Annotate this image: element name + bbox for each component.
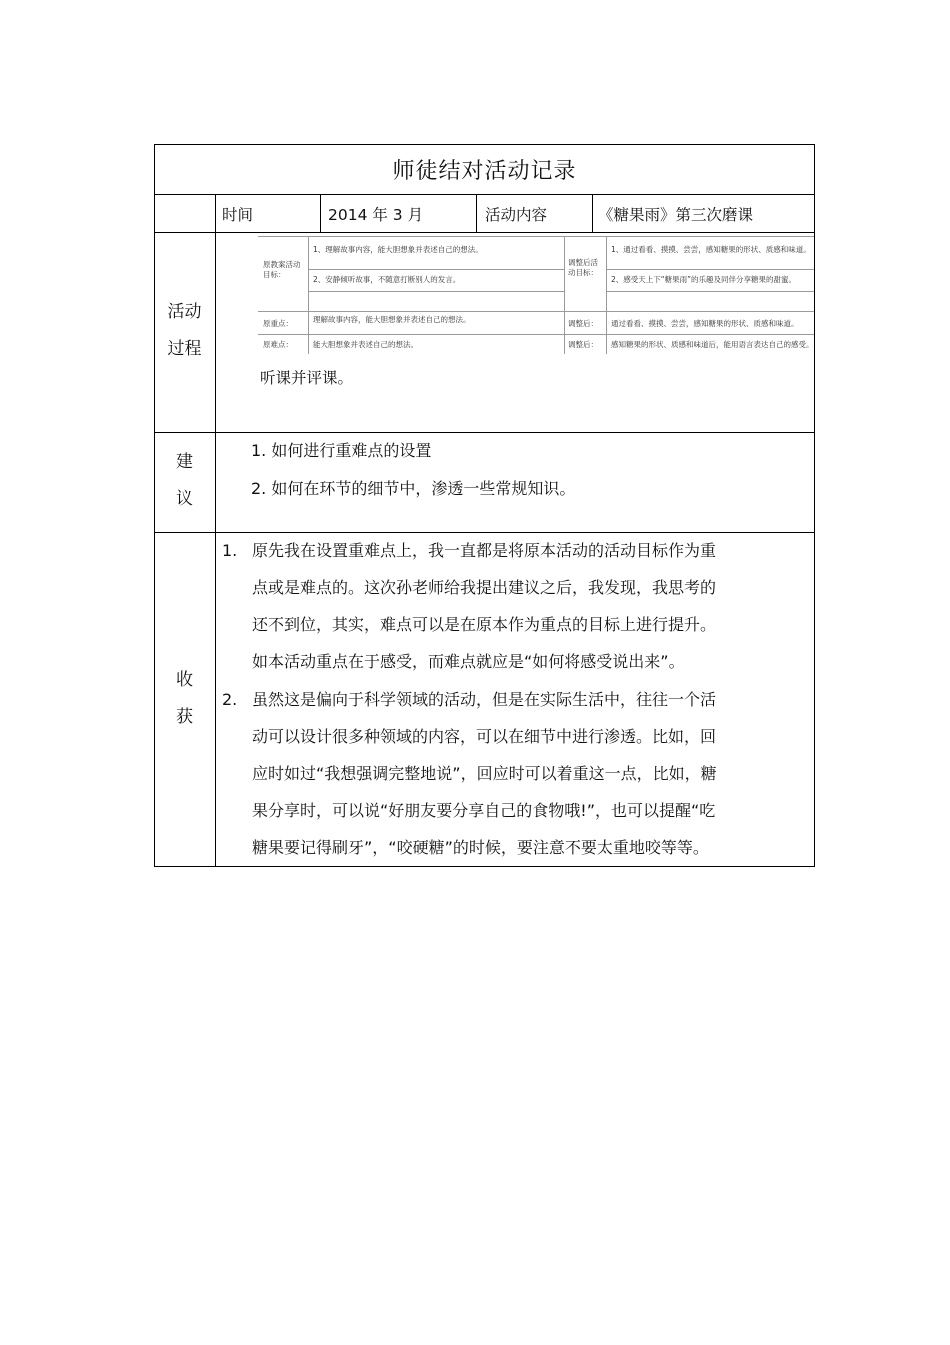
suggestion-item-2: 2. 如何在环节的细节中，渗透一些常规知识。 [251,479,576,498]
table-border-top [154,144,815,145]
process-label-line1: 活动 [167,302,202,322]
embedded-plan-table [258,236,814,354]
plan-left-group-label: 原教案活动目标： [263,260,301,279]
suggestion-label [154,444,215,518]
plan-left-diff-value: 能大胆想象并表述自己的想法。 [313,340,418,349]
plan-left-row-1: 1、理解故事内容，能大胆想象并表述自己的想法。 [313,245,483,254]
time-value: 2014 年 3 月 [328,206,424,224]
plan-right-diff-label: 调整后： [568,340,598,349]
table-border-header-bottom [154,232,815,233]
harvest-label-line2: 获 [176,707,193,727]
page-title: 师徒结对活动记录 [392,159,577,184]
process-label [154,294,215,368]
harvest-item-2-line-2: 动可以设计很多种领域的内容，可以在细节中进行渗透。比如，回 [252,727,717,746]
harvest-item-2-number: 2. [222,690,238,709]
table-border-bottom [154,866,815,867]
plan-left-key-label: 原重点： [263,319,293,328]
harvest-label [154,662,215,736]
content-value: 《糖果雨》第三次磨课 [598,206,754,224]
harvest-item-1-line-4: 如本活动重点在于感受，而难点就应是“如何将感受说出来”。 [252,652,685,671]
suggestion-label-line1: 建 [176,452,193,472]
table-border-title-bottom [154,194,815,195]
header-divider-3 [592,194,593,233]
suggestion-item-1: 1. 如何进行重难点的设置 [251,441,432,460]
harvest-item-1-line-3: 还不到位，其实，难点可以是在原本作为重点的目标上进行提升。 [252,615,717,634]
time-label: 时间 [222,206,254,224]
plan-left-row-2: 2、安静倾听故事，不随意打断别人的发言。 [313,275,461,284]
process-label-line2: 过程 [167,339,202,359]
plan-right-row-1: 1、通过看看、摸摸、尝尝，感知糖果的形状、质感和味道。 [611,245,811,254]
harvest-item-2-line-3: 应时如过“我想强调完整地说”，回应时可以着重这一点，比如，糖 [252,764,717,783]
harvest-item-1-line-2: 点或是难点的。这次孙老师给我提出建议之后，我发现，我思考的 [252,578,717,597]
harvest-item-2-line-1: 虽然这是偏向于科学领域的活动，但是在实际生活中，往往一个活 [252,690,717,709]
table-label-column-divider [215,194,216,867]
plan-right-row-2: 2、感受天上下“糖果雨”的乐趣及同伴分享糖果的甜蜜。 [611,275,797,284]
plan-right-key-label: 调整后： [568,319,598,328]
plan-left-key-value: 理解故事内容，能大胆想象并表述自己的想法。 [313,315,471,324]
suggestion-label-line2: 议 [176,489,193,509]
header-divider-2 [476,194,477,233]
plan-right-group-label: 调整后活动目标： [568,258,598,277]
harvest-item-1-line-1: 原先我在设置重难点上，我一直都是将原本活动的活动目标作为重 [252,541,717,560]
harvest-item-1-number: 1. [222,541,238,560]
harvest-item-2-line-4: 果分享时，可以说“好朋友要分享自己的食物哦!”，也可以提醒“吃 [252,801,716,820]
header-divider-1 [320,194,321,233]
plan-right-diff-value: 感知糖果的形状、质感和味道后，能用语言表达自己的感受。 [611,340,814,349]
table-border-right [814,144,815,867]
process-note: 听课并评课。 [260,369,354,387]
content-label: 活动内容 [485,206,548,224]
harvest-item-2-line-5: 糖果要记得刷牙”，“咬硬糖”的时候，要注意不要太重地咬等等。 [252,838,709,857]
harvest-label-line1: 收 [176,670,193,690]
plan-left-diff-label: 原难点： [263,340,293,349]
plan-right-key-value: 通过看看、摸摸、尝尝，感知糖果的形状、质感和味道。 [611,319,799,328]
